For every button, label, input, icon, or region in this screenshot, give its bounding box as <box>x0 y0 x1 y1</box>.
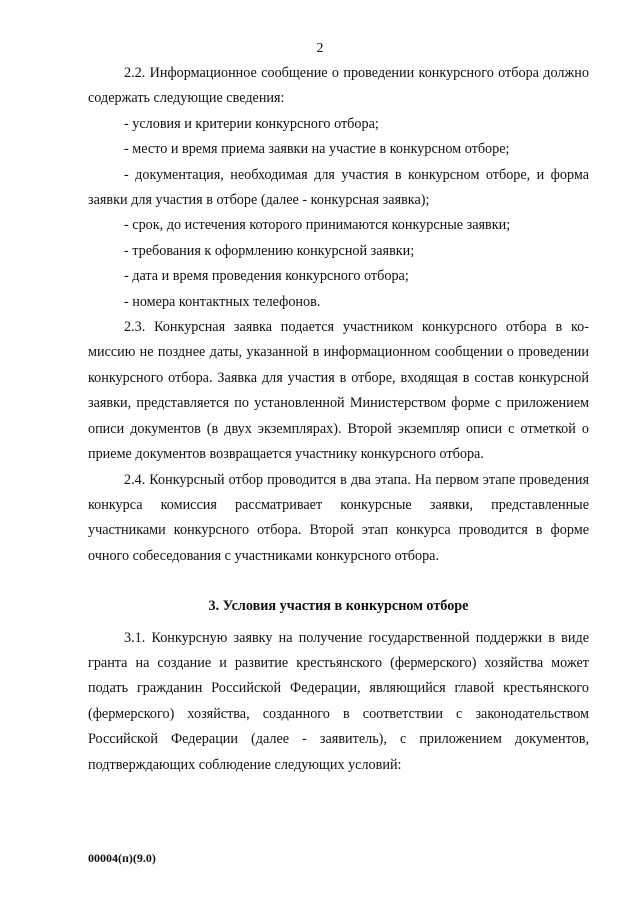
section-heading: 3. Условия участия в конкурсном отборе <box>208 598 469 615</box>
paragraph-2-2: 2.2. Информационное сообщение о проведении конкурсного отбора должно содержать следующие сведения: <box>88 65 589 107</box>
document-code: 00004(п)(9.0) <box>88 851 156 865</box>
paragraph-2-3: 2.3. Конкурсная заявка подается участником конкурсного отбора в комиссию не позднее даты, указанной в информационном сообщении о проведении конкурсного отбора. Заявка для участия в отборе, входящая в состав конкурсной заявки, представляется по установленной Министерством форме с приложением описи документов (в двух экземплярах). Второй экземпляр описи с отметкой о приеме документов возвращается участнику конкурсного отбора. <box>88 319 589 463</box>
paragraph-3-1: 3.1. Конкурсную заявку на получение государственной поддержки в виде гранта на создание и развитие крестьянского (фермерского) хозяйства может подать гражданин Российской Федерации, являющийся главой крестьянского (фермерского) хозяйства, созданного в соответствии с законодательством Российской Федерации (далее - заявитель), с приложением документов, подтверждающих соблюдение следующих условий: <box>88 629 589 773</box>
list-item-deadline: - срок, до истечения которого принимаются конкурсные заявки; <box>124 217 511 234</box>
list-item-date-time: - дата и время проведения конкурсного отбора; <box>124 268 409 285</box>
list-item-criteria: - условия и критерии конкурсного отбора; <box>124 115 379 132</box>
list-item-place-time: - место и время приема заявки на участие в конкурсном отборе; <box>124 141 510 158</box>
list-item-phones: - номера контактных телефонов. <box>124 293 321 310</box>
list-item-documentation: - документация, необходимая для участия в конкурсном отборе, и форма заявки для участия в отборе (далее - конкурсная заявка); <box>88 166 589 209</box>
paragraph-2-4: 2.4. Конкурсный отбор проводится в два этапа. На первом этапе проведения конкурса комиссия рассматривает конкурсные заявки, представленные участниками конкурсного отбора. Второй этап конкурса проводится в форме очного собеседования с участниками конкурсного отбора. <box>88 471 589 564</box>
page-number: 2 <box>316 41 324 56</box>
list-item-requirements: - требования к оформлению конкурсной заявки; <box>124 242 415 259</box>
document-body <box>88 61 589 778</box>
